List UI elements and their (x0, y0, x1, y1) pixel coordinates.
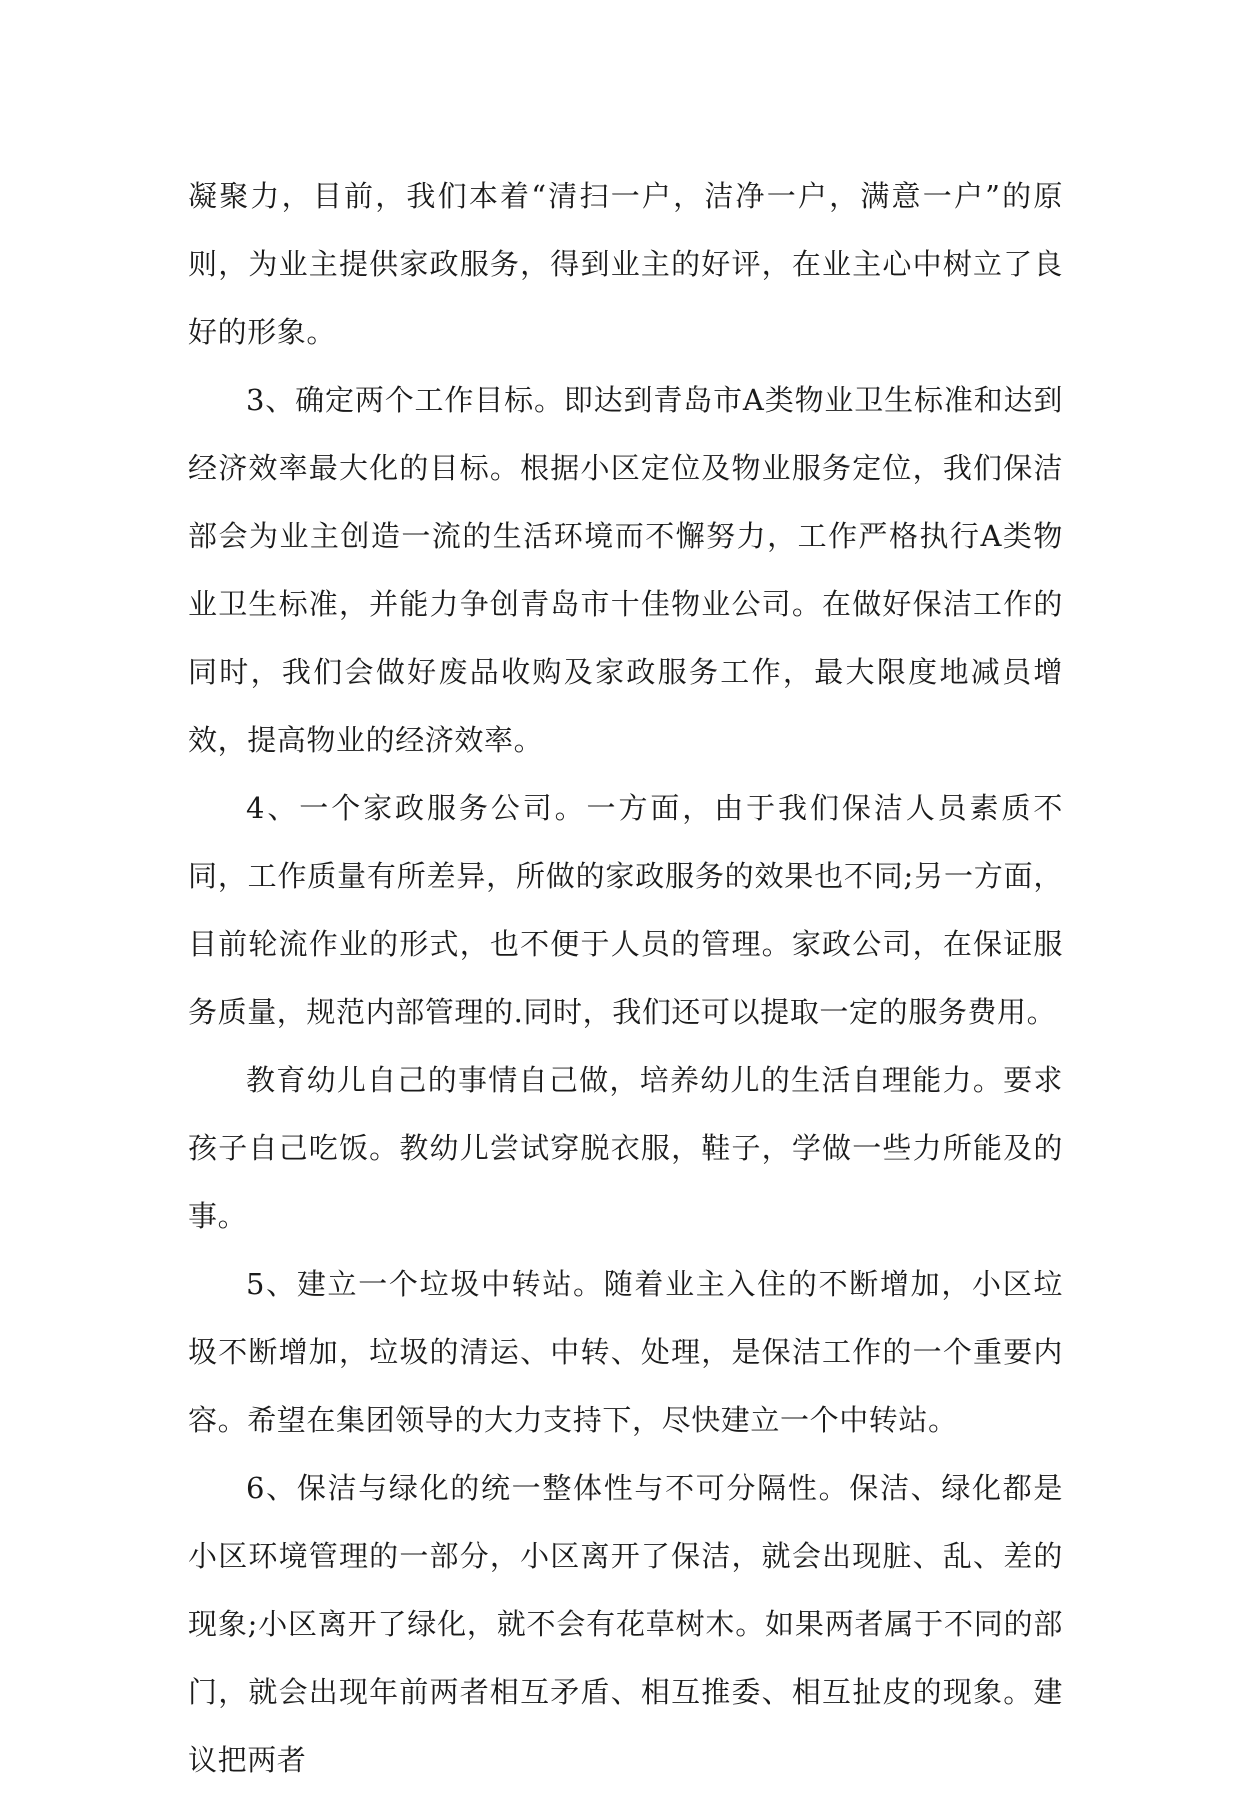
paragraph-item-4: 4、一个家政服务公司。一方面，由于我们保洁人员素质不同，工作质量有所差异，所做的家政服务的效果也不同;另一方面，目前轮流作业的形式，也不便于人员的管理。家政公司，在保证服务质量，规范内部管理的.同时，我们还可以提取一定的服务费用。 (188, 791, 1063, 1029)
paragraph-item-6: 6、保洁与绿化的统一整体性与不可分隔性。保洁、绿化都是小区环境管理的一部分，小区离开了保洁，就会出现脏、乱、差的现象;小区离开了绿化，就不会有花草树木。如果两者属于不同的部门，就会出现年前两者相互矛盾、相互推委、相互扯皮的现象。建议把两者 (188, 1471, 1063, 1777)
paragraph-continued: 凝聚力，目前，我们本着“清扫一户，洁净一户，满意一户”的原则，为业主提供家政服务，得到业主的好评，在业主心中树立了良好的形象。 (188, 179, 1063, 349)
paragraph-item-3: 3、确定两个工作目标。即达到青岛市A类物业卫生标准和达到经济效率最大化的目标。根据小区定位及物业服务定位，我们保洁部会为业主创造一流的生活环境而不懈努力，工作严格执行A类物业卫生标准，并能力争创青岛市十佳物业公司。在做好保洁工作的同时，我们会做好废品收购及家政服务工作，最大限度地减员增效，提高物业的经济效率。 (188, 383, 1063, 757)
paragraph-education: 教育幼儿自己的事情自己做，培养幼儿的生活自理能力。要求孩子自己吃饭。教幼儿尝试穿脱衣服，鞋子，学做一些力所能及的事。 (188, 1063, 1063, 1233)
paragraph-item-5: 5、建立一个垃圾中转站。随着业主入住的不断增加，小区垃圾不断增加，垃圾的清运、中转、处理，是保洁工作的一个重要内容。希望在集团领导的大力支持下，尽快建立一个中转站。 (188, 1267, 1063, 1437)
document-body (188, 162, 1063, 1794)
